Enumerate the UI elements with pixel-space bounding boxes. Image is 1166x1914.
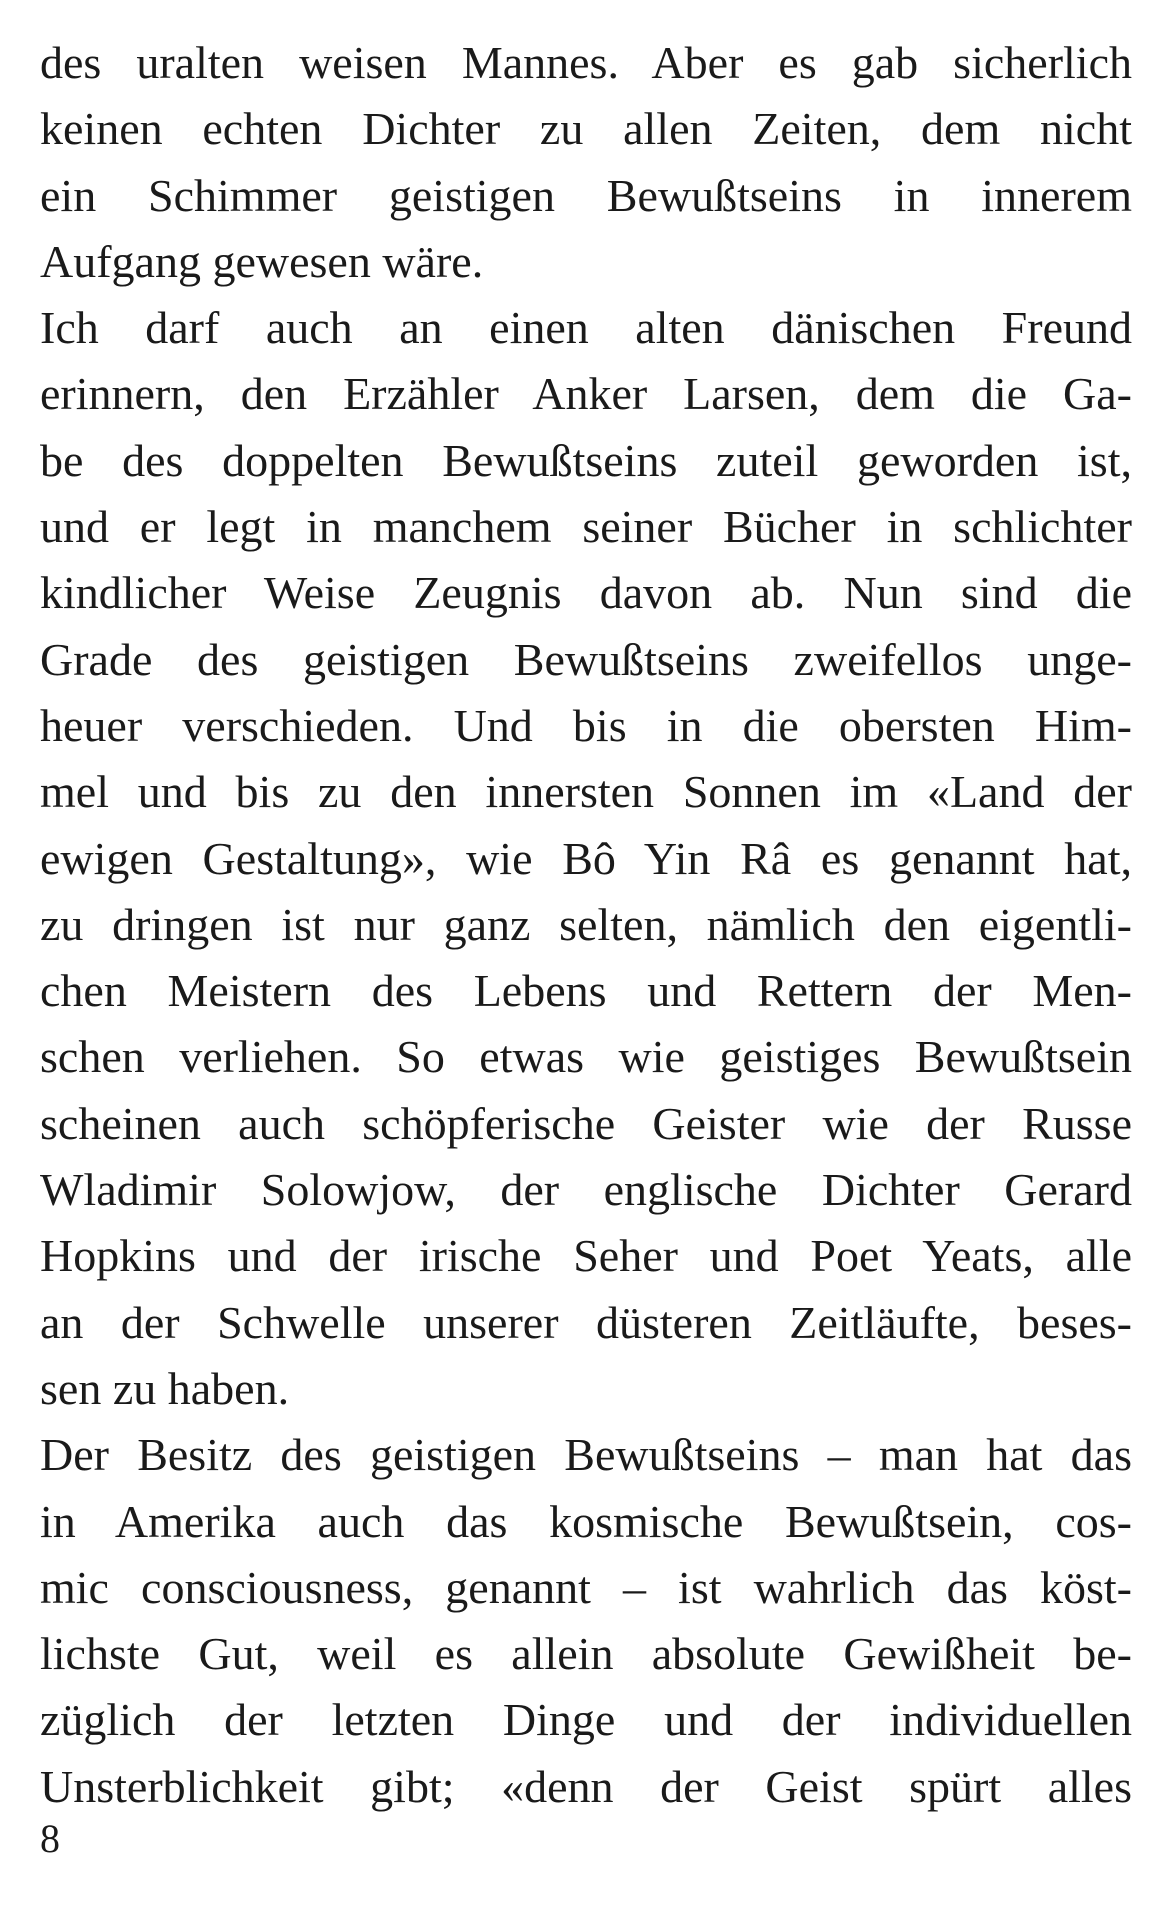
text-line: be des doppelten Bewußtseins zuteil geworden ist, [40, 434, 1132, 486]
text-line: mic consciousness, genannt – ist wahrlich das köst- [40, 1561, 1132, 1613]
text-line: schen verliehen. So etwas wie geistiges Bewußtsein [40, 1031, 1132, 1083]
text-line: Hopkins und der irische Seher und Poet Yeats, alle [40, 1230, 1132, 1282]
page-number: 8 [40, 1816, 60, 1861]
body-text [40, 30, 1132, 1820]
text-line: an der Schwelle unserer düsteren Zeitläufte, beses- [40, 1296, 1132, 1348]
text-line: scheinen auch schöpferische Geister wie der Russe [40, 1097, 1132, 1149]
text-line: erinnern, den Erzähler Anker Larsen, dem die Ga- [40, 368, 1132, 420]
text-line: sen zu haben. [40, 1362, 290, 1414]
text-line: und er legt in manchem seiner Bücher in schlichter [40, 501, 1132, 553]
text-line: mel und bis zu den innersten Sonnen im «Land der [40, 766, 1132, 818]
text-line: Grade des geistigen Bewußtseins zweifellos unge- [40, 633, 1132, 685]
text-line: Aufgang gewesen wäre. [40, 235, 484, 287]
text-line: lichste Gut, weil es allein absolute Gewißheit be- [40, 1628, 1132, 1680]
text-line: kindlicher Weise Zeugnis davon ab. Nun sind die [40, 567, 1132, 619]
text-line: Wladimir Solowjow, der englische Dichter Gerard [40, 1164, 1132, 1216]
text-line: ewigen Gestaltung», wie Bô Yin Râ es genannt hat, [40, 832, 1132, 884]
text-line: ein Schimmer geistigen Bewußtseins in innerem [40, 169, 1132, 221]
text-line: Ich darf auch an einen alten dänischen Freund [40, 302, 1132, 354]
text-line: züglich der letzten Dinge und der individuellen [40, 1694, 1132, 1746]
text-line: heuer verschieden. Und bis in die obersten Him- [40, 699, 1132, 751]
text-line: keinen echten Dichter zu allen Zeiten, dem nicht [40, 103, 1132, 155]
text-line: zu dringen ist nur ganz selten, nämlich den eigentli- [40, 898, 1132, 950]
text-line: Unsterblichkeit gibt; «denn der Geist spürt alles [40, 1760, 1132, 1812]
text-line: in Amerika auch das kosmische Bewußtsein, cos- [40, 1495, 1132, 1547]
text-line: des uralten weisen Mannes. Aber es gab sicherlich [40, 37, 1132, 88]
text-line: chen Meistern des Lebens und Rettern der Men- [40, 965, 1132, 1017]
text-line: Der Besitz des geistigen Bewußtseins – man hat das [40, 1429, 1132, 1481]
